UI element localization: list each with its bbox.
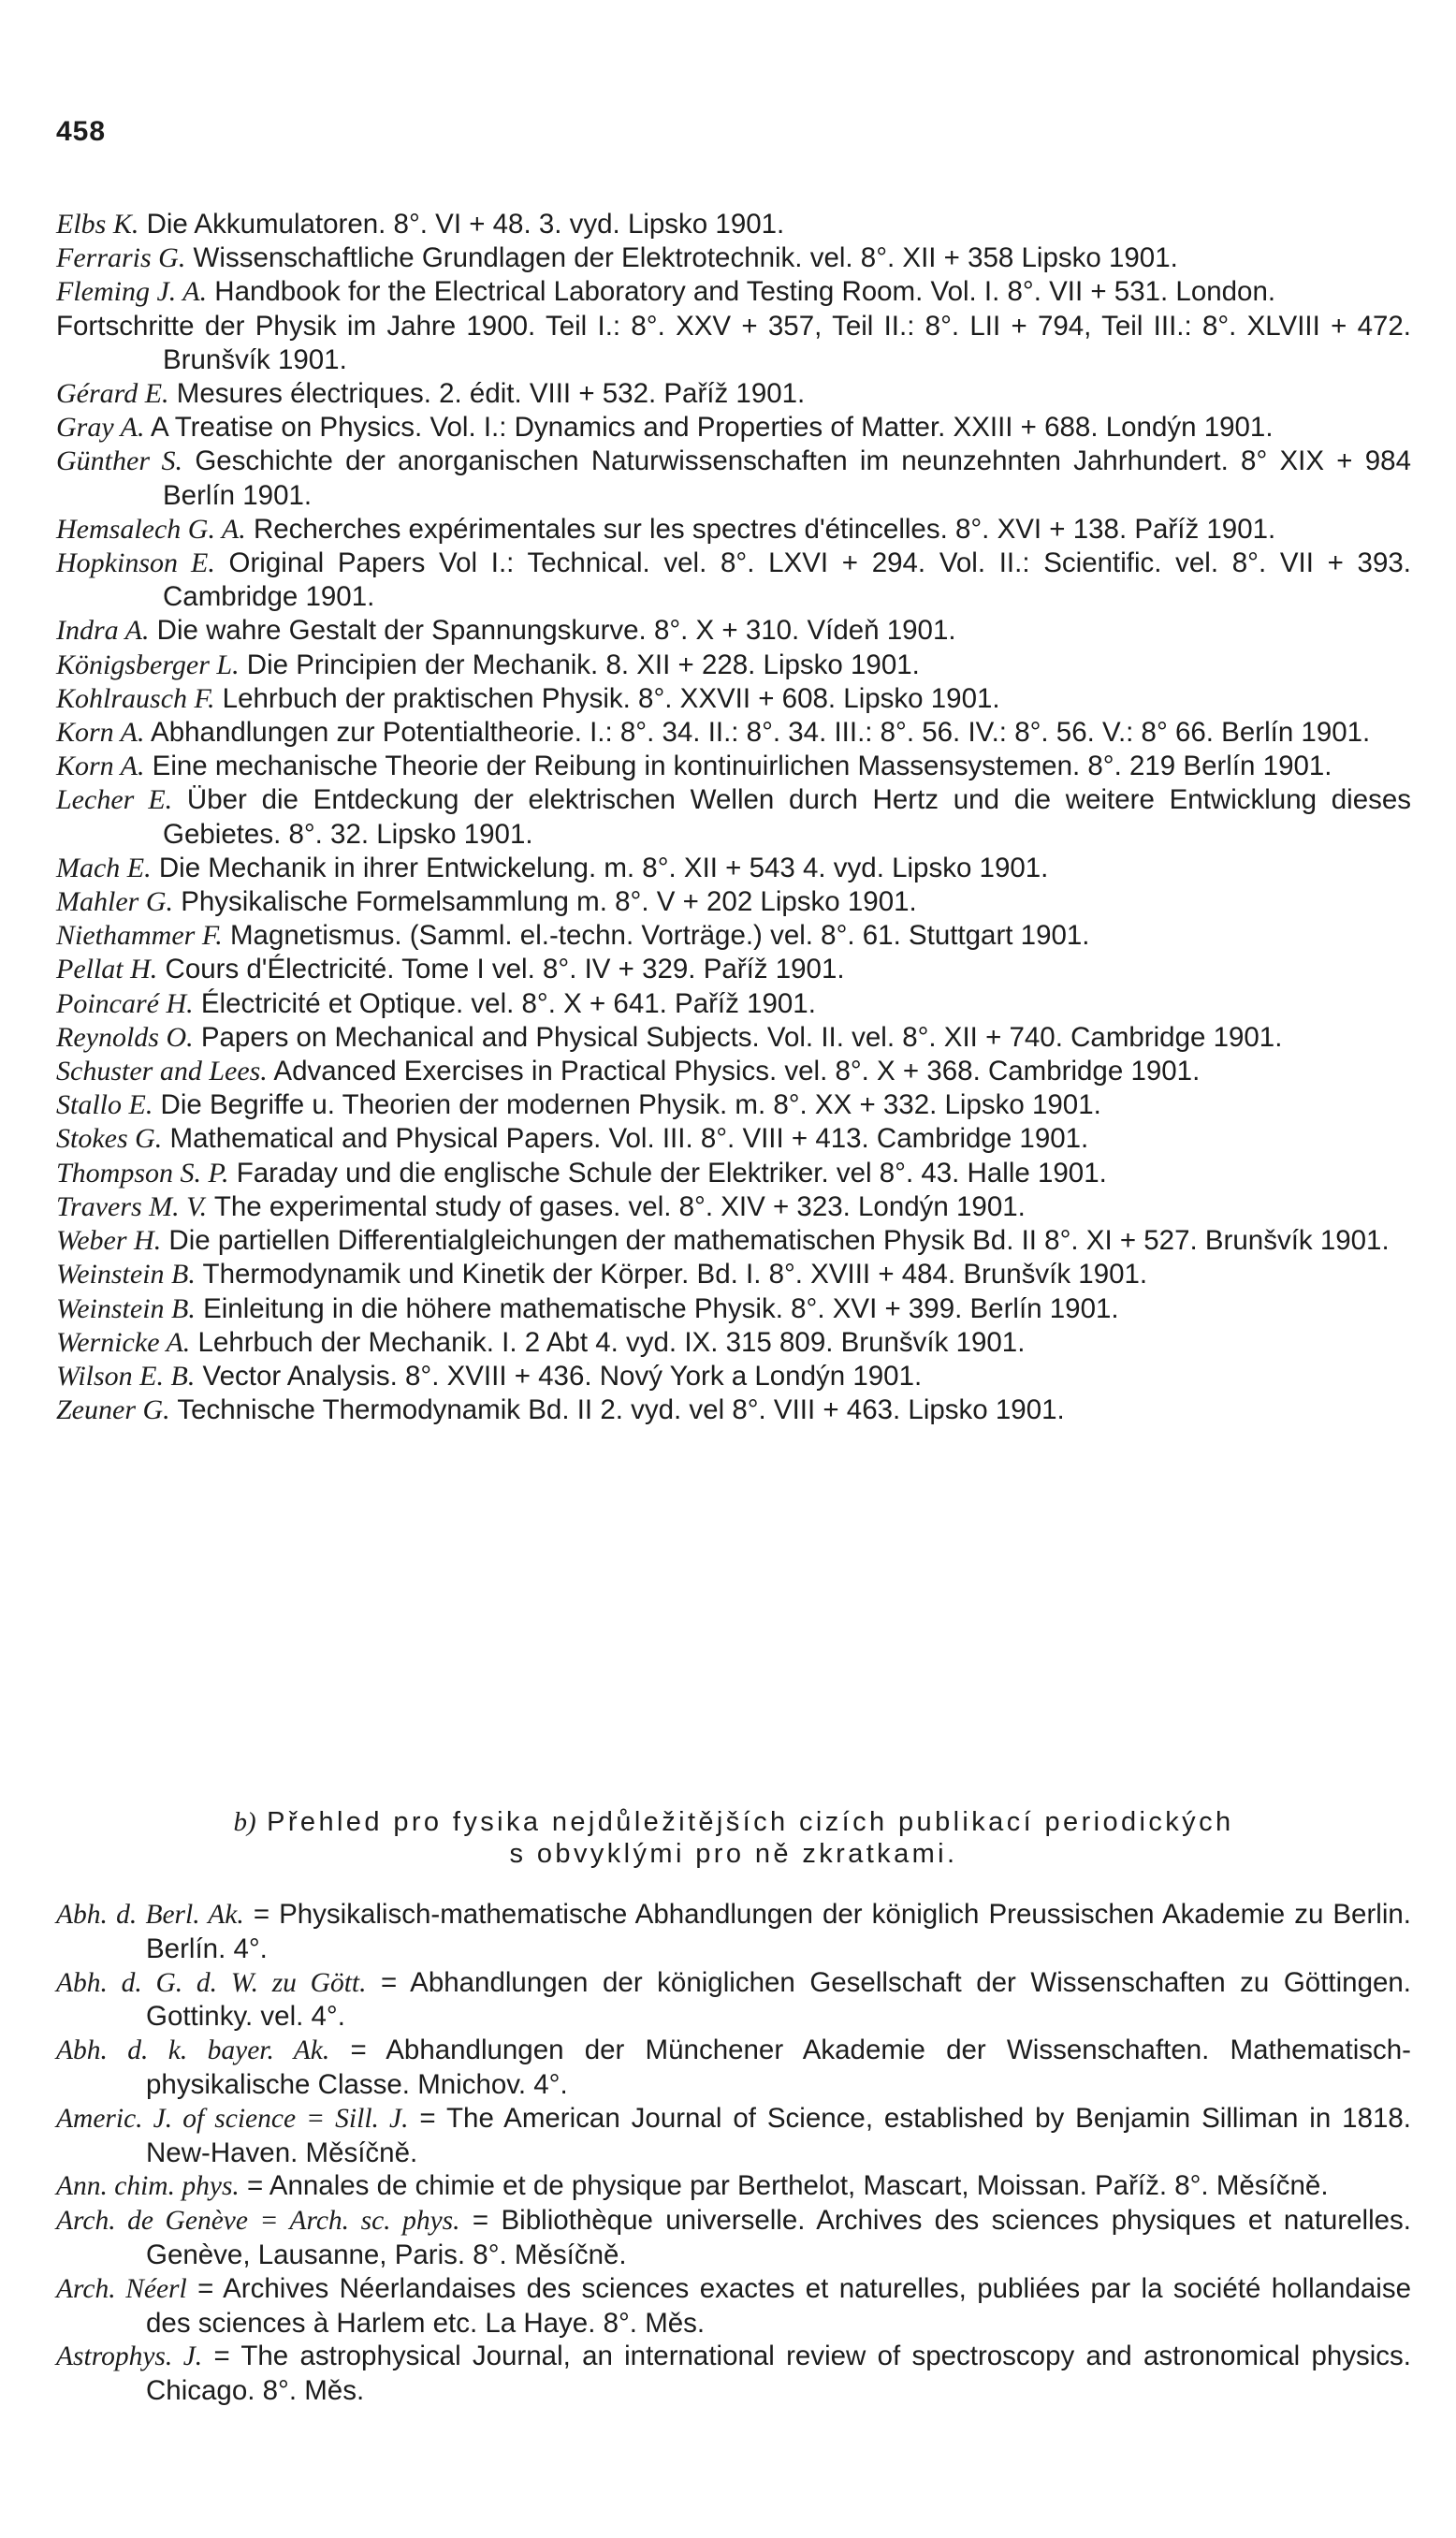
journal-description: = Physikalisch-mathematische Abhandlungen der königlich Preussischen Akademie zu Berlin. Berlín. 4°.	[146, 1899, 1412, 1964]
entry-author: Lecher E.	[56, 784, 173, 816]
bibliography-entry	[56, 885, 1411, 919]
entry-text: Technische Thermodynamik Bd. II 2. vyd. vel 8°. VIII + 463. Lipsko 1901.	[177, 1394, 1065, 1426]
entry-text: Mathematical and Physical Papers. Vol. III. 8°. VIII + 413. Cambridge 1901.	[169, 1123, 1089, 1155]
journal-entry	[56, 2272, 1411, 2341]
journal-entry	[56, 2340, 1411, 2408]
journal-abbreviation: Abh. d. G. d. W. zu Gött.	[56, 1967, 367, 1998]
entry-author: Günther S.	[56, 445, 183, 477]
bibliography-entry	[56, 547, 1411, 614]
entry-author: Kohlrausch F.	[56, 682, 215, 714]
journal-description: = Abhandlungen der königlichen Gesellschaft der Wissenschaften zu Göttingen. Gottinky. vel. 4°.	[146, 1966, 1411, 2033]
entry-text: Einleitung in die höhere mathematische Physik. 8°. XVI + 399. Berlín 1901.	[203, 1292, 1119, 1324]
entry-text: Physikalische Formelsammlung m. 8°. V + 202 Lipsko 1901.	[181, 886, 917, 918]
entry-author: Stokes G.	[56, 1123, 163, 1155]
entry-text: Faraday und die englische Schule der Elektriker. vel 8°. 43. Halle 1901.	[236, 1157, 1107, 1189]
entry-text: Die Akkumulatoren. 8°. VI + 48. 3. vyd. Lipsko 1901.	[146, 209, 785, 240]
entry-author: Gérard E.	[56, 378, 169, 410]
entry-text: Advanced Exercises in Practical Physics. vel. 8°. X + 368. Cambridge 1901.	[273, 1056, 1201, 1087]
entry-author: Mahler G.	[56, 886, 173, 918]
bibliography-entry	[56, 1360, 1411, 1393]
bibliography-entry	[56, 953, 1411, 986]
bibliography-entry	[56, 1055, 1411, 1088]
journal-abbreviation: Abh. d. k. bayer. Ak.	[56, 2035, 330, 2066]
entry-author: Thompson S. P.	[56, 1157, 229, 1189]
bibliography-entry	[56, 1021, 1411, 1055]
entry-author: Fleming J. A.	[56, 276, 208, 308]
entry-author: Niethammer F.	[56, 920, 223, 952]
entry-author: Schuster and Lees.	[56, 1056, 268, 1087]
entry-author: Indra A.	[56, 615, 150, 647]
entry-text: Vector Analysis. 8°. XVIII + 436. Nový York a Londýn 1901.	[202, 1360, 923, 1392]
bibliography-entry	[56, 208, 1411, 241]
bibliography-entry	[56, 1326, 1411, 1360]
entry-author: Korn A.	[56, 717, 145, 749]
journal-entry	[56, 2204, 1411, 2272]
bibliography-entry	[56, 1258, 1411, 1291]
section-title-line-1: Přehled pro fysika nejdůležitějších cizích publikací periodických	[267, 1807, 1234, 1837]
entry-text: Eine mechanische Theorie der Reibung in kontinuirlichen Massensystemen. 8°. 219 Berlín 1901.	[152, 751, 1332, 782]
journal-entry	[56, 2034, 1411, 2102]
entry-author: Wernicke A.	[56, 1326, 191, 1358]
entry-author: Travers M. V.	[56, 1190, 208, 1222]
entry-text: Geschichte der anorganischen Naturwissenschaften im neunzehnten Jahrhundert. 8° XIX + 984 Berlín 1901.	[163, 445, 1411, 511]
journal-abbreviation-list	[56, 1898, 1411, 2408]
entry-author: Reynolds O.	[56, 1021, 194, 1053]
entry-text: Über die Entdeckung der elektrischen Wellen durch Hertz und die weitere Entwicklung dieses Gebietes. 8°. 32. Lipsko 1901.	[163, 784, 1412, 850]
entry-author: Hemsalech G. A.	[56, 513, 246, 545]
entry-text: The experimental study of gases. vel. 8°. XIV + 323. Londýn 1901.	[213, 1190, 1026, 1222]
journal-entry	[56, 1966, 1411, 2035]
bibliography-entry	[56, 919, 1411, 953]
bibliography-entry	[56, 1292, 1411, 1326]
bibliography-entry	[56, 750, 1411, 783]
journal-abbreviation: Ann. chim. phys.	[56, 2171, 240, 2202]
entry-author: Weinstein B.	[56, 1292, 196, 1324]
bibliography-entry	[56, 987, 1411, 1021]
bibliography-entry	[56, 716, 1411, 750]
bibliography-entry	[56, 513, 1411, 547]
entry-text: Die Begriffe u. Theorien der modernen Physik. m. 8°. XX + 332. Lipsko 1901.	[160, 1089, 1101, 1121]
bibliography-entry	[56, 614, 1411, 648]
entry-text: Électricité et Optique. vel. 8°. X + 641. Paříž 1901.	[200, 987, 816, 1019]
journal-entry	[56, 1898, 1411, 1966]
entry-author: Weber H.	[56, 1225, 162, 1257]
journal-description: = The astrophysical Journal, an international review of spectroscopy and astronomical physics. Chicago. 8°. Měs.	[146, 2341, 1412, 2407]
entry-text: A Treatise on Physics. Vol. I.: Dynamics and Properties of Matter. XXIII + 688. Londýn 1901.	[151, 412, 1274, 444]
bibliography-entry	[56, 1224, 1411, 1258]
journal-entry	[56, 2102, 1411, 2170]
entry-text: Die partiellen Differentialgleichungen der mathematischen Physik Bd. II 8°. XI + 527. Brunšvík 1901.	[168, 1225, 1390, 1257]
bibliography-entry	[56, 1393, 1411, 1427]
entry-author: Wilson E. B.	[56, 1360, 196, 1392]
journal-description: = Bibliothèque universelle. Archives des sciences physiques et naturelles. Genève, Lausanne, Paris. 8°. Měsíčně.	[146, 2205, 1412, 2270]
entry-author: Elbs K.	[56, 209, 139, 240]
entry-text: Cours d'Électricité. Tome I vel. 8°. IV + 329. Paříž 1901.	[165, 954, 845, 985]
bibliography-entry	[56, 310, 1411, 377]
journal-abbreviation: Astrophys. J.	[56, 2341, 203, 2372]
journal-abbreviation: Arch. Néerl	[56, 2273, 187, 2304]
entry-author: Korn A.	[56, 751, 145, 782]
bibliography-entry	[56, 649, 1411, 682]
bibliography-entry	[56, 1190, 1411, 1224]
entry-author: Weinstein B.	[56, 1259, 196, 1291]
entry-author: Hopkinson E.	[56, 547, 215, 579]
page-number: 458	[56, 116, 107, 147]
bibliography-entry	[56, 852, 1411, 885]
entry-author: Stallo E.	[56, 1089, 153, 1121]
entry-author: Poincaré H.	[56, 987, 194, 1019]
bibliography-entry	[56, 682, 1411, 716]
entry-text: Wissenschaftliche Grundlagen der Elektrotechnik. vel. 8°. XII + 358 Lipsko 1901.	[193, 242, 1178, 274]
entry-author: Gray A.	[56, 412, 145, 444]
entry-text: Die Mechanik in ihrer Entwickelung. m. 8°. XII + 543 4. vyd. Lipsko 1901.	[158, 852, 1049, 883]
bibliography-entry	[56, 411, 1411, 445]
bibliography-entry	[56, 445, 1411, 512]
entry-text: Fortschritte der Physik im Jahre 1900. Teil I.: 8°. XXV + 357, Teil II.: 8°. LII + 794, Teil III.: 8°. XLVIII + 472. Brunšvík 1901.	[56, 310, 1411, 375]
entry-author: Ferraris G.	[56, 242, 186, 274]
journal-entry	[56, 2169, 1411, 2204]
journal-description: = Annales de chimie et de physique par Berthelot, Mascart, Moissan. Paříž. 8°. Měsíčně.	[247, 2170, 1329, 2202]
entry-text: Die Principien der Mechanik. 8. XII + 228. Lipsko 1901.	[246, 649, 920, 680]
journal-description: = Archives Néerlandaises des sciences exactes et naturelles, publiées par la société hollandaise des sciences à Harlem etc. La Haye. 8°. Měs.	[146, 2272, 1411, 2339]
entry-text: Mesures électriques. 2. édit. VIII + 532. Paříž 1901.	[176, 378, 806, 410]
entry-text: Recherches expérimentales sur les spectres d'étincelles. 8°. XVI + 138. Paříž 1901.	[253, 513, 1276, 545]
entry-text: Handbook for the Electrical Laboratory and Testing Room. Vol. I. 8°. VII + 531. London.	[214, 276, 1276, 308]
entry-author: Zeuner G.	[56, 1394, 170, 1426]
bibliography-entry	[56, 1088, 1411, 1122]
bibliography-entry	[56, 377, 1411, 411]
journal-abbreviation: Abh. d. Berl. Ak.	[56, 1900, 244, 1930]
section-heading	[56, 1806, 1411, 1870]
bibliography-entry	[56, 241, 1411, 275]
entry-text: Thermodynamik und Kinetik der Körper. Bd. I. 8°. XVIII + 484. Brunšvík 1901.	[202, 1259, 1148, 1291]
bibliography-entry	[56, 1122, 1411, 1156]
entry-text: Abhandlungen zur Potentialtheorie. I.: 8°. 34. II.: 8°. 34. III.: 8°. 56. IV.: 8°. 56. V.: 8° 66. Berlín 1901.	[151, 717, 1371, 749]
journal-description: = Abhandlungen der Münchener Akademie der Wissenschaften. Mathematisch-physikalische Classe. Mnichov. 4°.	[146, 2035, 1412, 2100]
journal-description: = The American Journal of Science, established by Benjamin Silliman in 1818. New-Haven. Měsíčně.	[146, 2102, 1411, 2168]
entry-author: Pellat H.	[56, 954, 158, 985]
entry-text: Die wahre Gestalt der Spannungskurve. 8°. X + 310. Vídeň 1901.	[156, 615, 956, 647]
entry-text: Magnetismus. (Samml. el.-techn. Vorträge.) vel. 8°. 61. Stuttgart 1901.	[229, 920, 1090, 952]
journal-abbreviation: Arch. de Genève = Arch. sc. phys.	[56, 2206, 460, 2237]
entry-author: Mach E.	[56, 852, 152, 883]
entry-text: Papers on Mechanical and Physical Subjects. Vol. II. vel. 8°. XII + 740. Cambridge 1901.	[200, 1021, 1283, 1053]
entry-text: Original Papers Vol I.: Technical. vel. 8°. LXVI + 294. Vol. II.: Scientific. vel. 8°. VII + 393. Cambridge 1901.	[163, 547, 1411, 613]
bibliography-entry	[56, 783, 1411, 851]
section-title-line-2: s obvyklými pro ně zkratkami.	[509, 1839, 958, 1869]
entry-text: Lehrbuch der Mechanik. I. 2 Abt 4. vyd. IX. 315 809. Brunšvík 1901.	[197, 1326, 1026, 1358]
entry-author: Königsberger L.	[56, 649, 240, 680]
bibliography-entry	[56, 1157, 1411, 1190]
journal-abbreviation: Americ. J. of science = Sill. J.	[56, 2103, 409, 2134]
bibliography-list	[56, 208, 1411, 1427]
section-marker: b)	[233, 1807, 256, 1837]
bibliography-entry	[56, 275, 1411, 309]
entry-text: Lehrbuch der praktischen Physik. 8°. XXVII + 608. Lipsko 1901.	[222, 682, 1000, 714]
